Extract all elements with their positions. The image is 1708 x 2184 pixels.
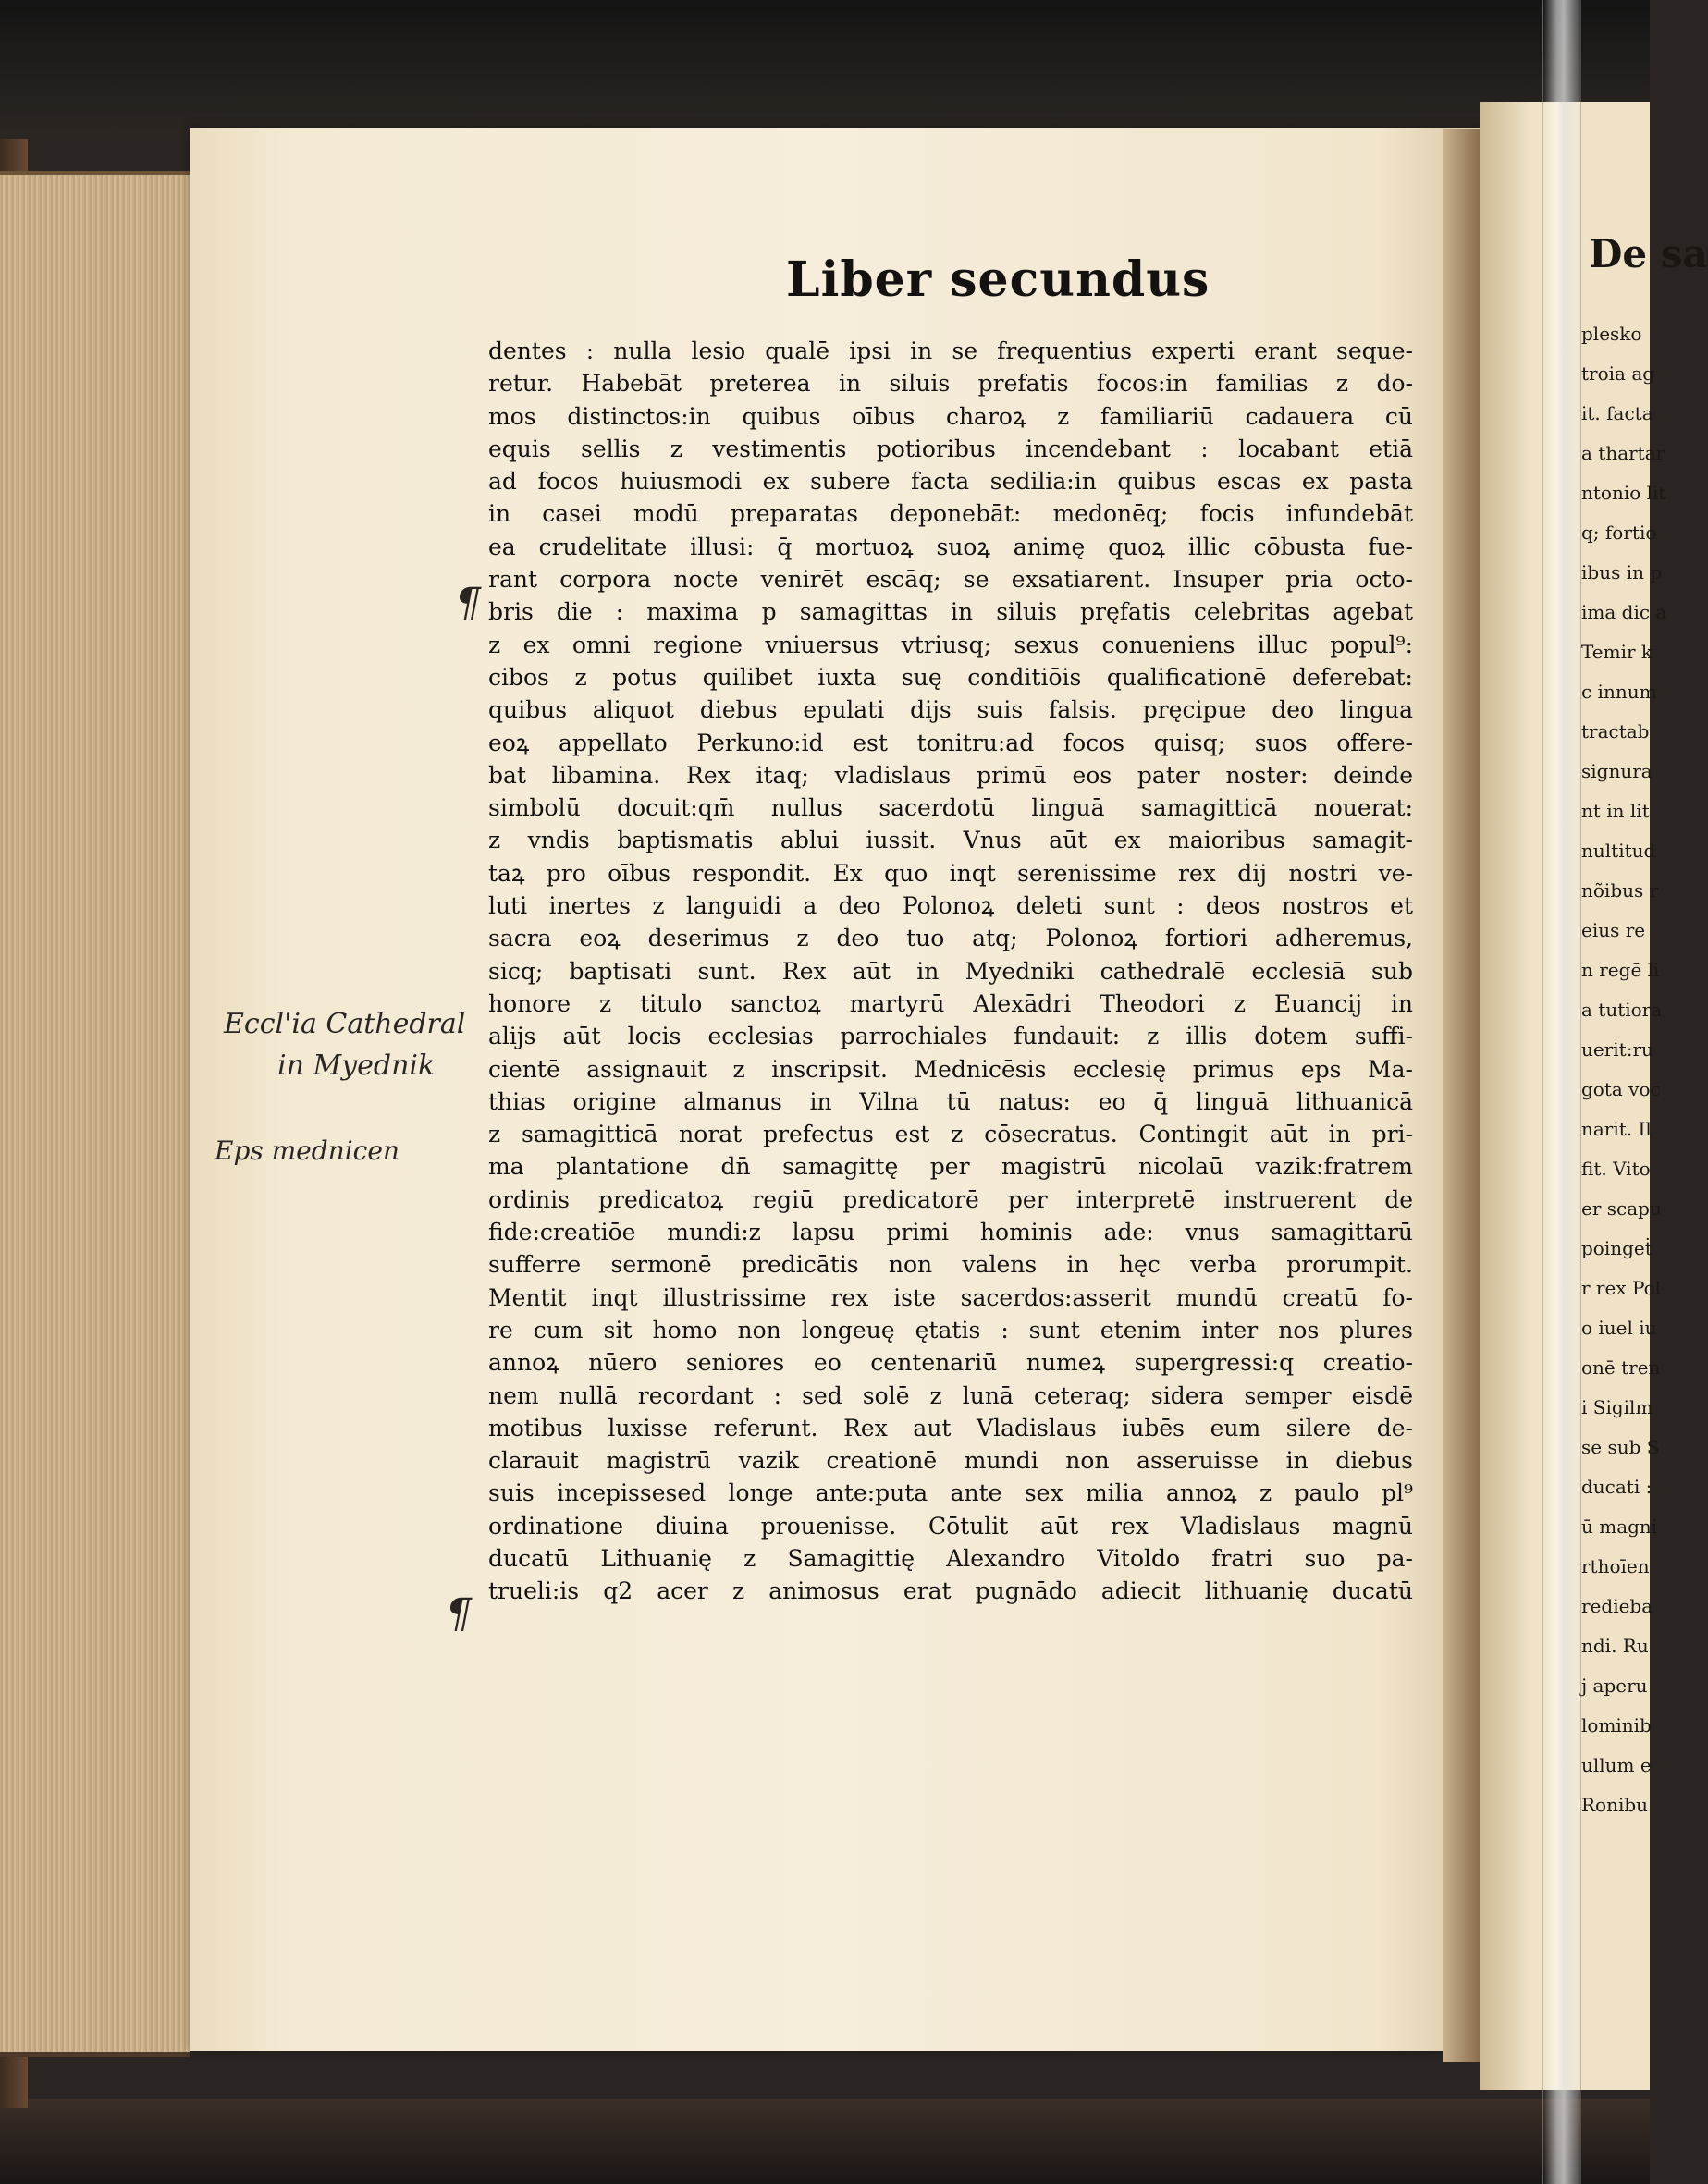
text-line: cibos z potus quilibet iuxta suę conditiōis qualificationē deferebat: [488, 663, 1413, 691]
text-line: fide:creatiōe mundi:z lapsu primi hominis ade: vnus samagittarū [488, 1219, 1413, 1246]
facing-text-line: Temir k [1581, 641, 1653, 663]
facing-text-line: it. facta [1581, 402, 1653, 424]
text-line: simbolū docuit:qm̄ nullus sacerdotū linguā samagitticā nouerat: [488, 794, 1413, 822]
facing-text-line: Ronibu [1581, 1794, 1649, 1816]
facing-text-line: se sub S [1581, 1436, 1660, 1458]
text-line: sacra eoꝝ deserimus z deo tuo atq; Polonoꝝ fortiori adheremus, [488, 925, 1413, 952]
text-line: ducatū Lithuanię z Samagittię Alexandro Vitoldo fratri suo pa- [488, 1544, 1413, 1572]
facing-text-line: ibus in p [1581, 561, 1663, 583]
margin-note-myednik: in Myednik [277, 1049, 436, 1082]
facing-text-line: eius re [1581, 919, 1646, 941]
running-head: Liber secundus [786, 252, 1210, 308]
facing-text-line: j aperu [1581, 1675, 1648, 1697]
facing-text-line: lominib [1581, 1714, 1652, 1736]
text-line: rant corpora nocte venirēt escāq; se exsatiarent. Insuper pria octo- [488, 566, 1413, 594]
text-line: ma plantatione dn̄ samagittę per magistrū nicolaū vazik:fratrem [488, 1153, 1413, 1181]
facing-text-line: ducati : [1581, 1476, 1653, 1498]
text-line: clarauit magistrū vazik creationē mundi non asseruisse in diebus [488, 1447, 1413, 1475]
text-line: alijs aūt locis ecclesias parrochiales fundauit: z illis dotem suffi- [488, 1023, 1413, 1050]
text-line: in casei modū preparatas deponebāt: medonēq; focis infundebāt [488, 500, 1413, 528]
margin-note-bishop: Eps mednicen [215, 1135, 399, 1166]
facing-text-line: a tutiora [1581, 999, 1663, 1021]
text-line: z ex omni regione vniuersus vtriusq; sexus conueniens illuc popul⁹: [488, 631, 1413, 658]
facing-text-line: uerit:ru [1581, 1038, 1653, 1061]
text-line: thias origine almanus in Vilna tū natus: eo q̄ linguā lithuanicā [488, 1087, 1413, 1115]
text-line: eoꝝ appellato Perkuno:id est tonitru:ad focos quisq; suos offere- [488, 729, 1413, 756]
facing-text-line: narit. Il [1581, 1118, 1652, 1140]
facing-text-line: er scapu [1581, 1197, 1662, 1220]
text-line: luti inertes z languidi a deo Polonoꝝ deleti sunt : deos nostros et [488, 892, 1413, 920]
facing-text-line: ntonio lit [1581, 482, 1666, 504]
text-line: retur. Habebāt preterea in siluis prefatis focos:in familias z do- [488, 370, 1413, 398]
text-line: ad focos huiusmodi ex subere facta sedilia:in quibus escas ex pasta [488, 468, 1413, 496]
text-line: bris die : maxima p samagittas in siluis pręfatis celebritas agebat [488, 598, 1413, 626]
text-line: z samagitticā norat prefectus est z cōsecratus. Contingit aūt in pri- [488, 1121, 1413, 1148]
facing-text-line: poingeṫ [1581, 1237, 1653, 1259]
text-line: cientē assignauit z inscripsit. Mednicēsis ecclesię primus eps Ma- [488, 1055, 1413, 1083]
facing-text-line: tractab [1581, 720, 1650, 742]
facing-text-line: rthoīen [1581, 1555, 1650, 1577]
plastic-bookmark-strip [1542, 0, 1581, 2184]
margin-note-cathedral: Eccl'ia Cathedral [224, 1008, 466, 1040]
text-line: sufferre sermonē predicātis non valens in hęc verba prorumpit. [488, 1251, 1413, 1279]
facing-text-line: fit. Vito [1581, 1158, 1651, 1180]
text-line: taꝝ pro oībus respondit. Ex quo inqt serenissime rex dij nostri ve- [488, 859, 1413, 887]
text-line: suis incepissesed longe ante:puta ante sex milia annoꝝ z paulo pl⁹ [488, 1479, 1413, 1507]
text-line: equis sellis z vestimentis potioribus incendebant : locabant etiā [488, 435, 1413, 462]
facing-text-line: ullum e [1581, 1754, 1652, 1776]
facing-text-line: plesko [1581, 323, 1642, 345]
text-line: ordinis predicatoꝝ regiū predicatorē per interpretē instruerent de [488, 1185, 1413, 1213]
text-line: sicq; baptisati sunt. Rex aūt in Myedniki cathedralē ecclesiā sub [488, 957, 1413, 985]
page-edges [0, 171, 190, 2057]
text-line: mos distinctos:in quibus oībus charoꝝ z familiariū cadauera cū [488, 402, 1413, 430]
facing-text-line: o iuel iu [1581, 1317, 1657, 1339]
facing-text-line: nultitud [1581, 840, 1656, 862]
facing-text-line: c innum [1581, 681, 1657, 703]
text-line: motibus luxisse referunt. Rex aut Vladislaus iubēs eum silere de- [488, 1414, 1413, 1442]
facing-text-line: signura [1581, 760, 1653, 782]
text-line: trueli:is q2 acer z animosus erat pugnādo adiecit lithuanię ducatū [488, 1577, 1413, 1605]
facing-text-line: ū magni [1581, 1515, 1658, 1538]
text-line: re cum sit homo non longeuę ętatis : sunt etenim inter nos plures [488, 1316, 1413, 1344]
text-line: ea crudelitate illusi: q̄ mortuoꝝ suoꝝ animę quoꝝ illic cōbusta fue- [488, 533, 1413, 560]
text-line: Mentit inqt illustrissime rex iste sacerdos:asserit mundū creatū fo- [488, 1283, 1413, 1311]
text-line: dentes : nulla lesio qualē ipsi in se frequentius experti erant seque- [488, 337, 1413, 364]
facing-text-line: n regē li [1581, 959, 1660, 981]
facing-text-line: q; fortio [1581, 521, 1657, 544]
text-line: ordinatione diuina prouenisse. Cōtulit aūt rex Vladislaus magnū [488, 1512, 1413, 1540]
backdrop-top [0, 0, 1650, 139]
facing-text-line: troia ag [1581, 362, 1655, 385]
facing-text-line: r rex Pol [1581, 1277, 1662, 1299]
text-line: z vndis baptismatis ablui iussit. Vnus aūt ex maioribus samagit- [488, 827, 1413, 854]
facing-text-line: gota voc [1581, 1078, 1661, 1100]
facing-text-line: redieba [1581, 1595, 1653, 1617]
pilcrow-mark-2: ¶ [446, 1590, 472, 1638]
facing-running-head: De sa [1589, 231, 1708, 276]
facing-text-line: a thartar [1581, 442, 1665, 464]
text-line: bat libamina. Rex itaq; vladislaus primū eos pater noster: deinde [488, 761, 1413, 789]
facing-text-line: ndi. Ru [1581, 1635, 1649, 1657]
facing-text-line: onē tren [1581, 1356, 1661, 1379]
backdrop-bottom [0, 2099, 1650, 2184]
text-line: nem nullā recordant : sed solē z lunā ceteraq; sidera semper eisdē [488, 1381, 1413, 1409]
facing-text-line: i Sigilm [1581, 1396, 1653, 1418]
text-line: annoꝝ nūero seniores eo centenariū numeꝝ supergressi:q creatio- [488, 1349, 1413, 1377]
facing-text-line: nt in lit [1581, 800, 1650, 822]
facing-text-line: nõibus r [1581, 879, 1659, 902]
pilcrow-mark-1: ¶ [455, 580, 481, 627]
text-line: honore z titulo sanctoꝝ martyrū Alexādri Theodori z Euancij in [488, 989, 1413, 1017]
facing-text-line: ima dic a [1581, 601, 1667, 623]
text-line: quibus aliquot diebus epulati dijs suis falsis. pręcipue deo lingua [488, 696, 1413, 724]
body-text [488, 335, 1413, 1608]
